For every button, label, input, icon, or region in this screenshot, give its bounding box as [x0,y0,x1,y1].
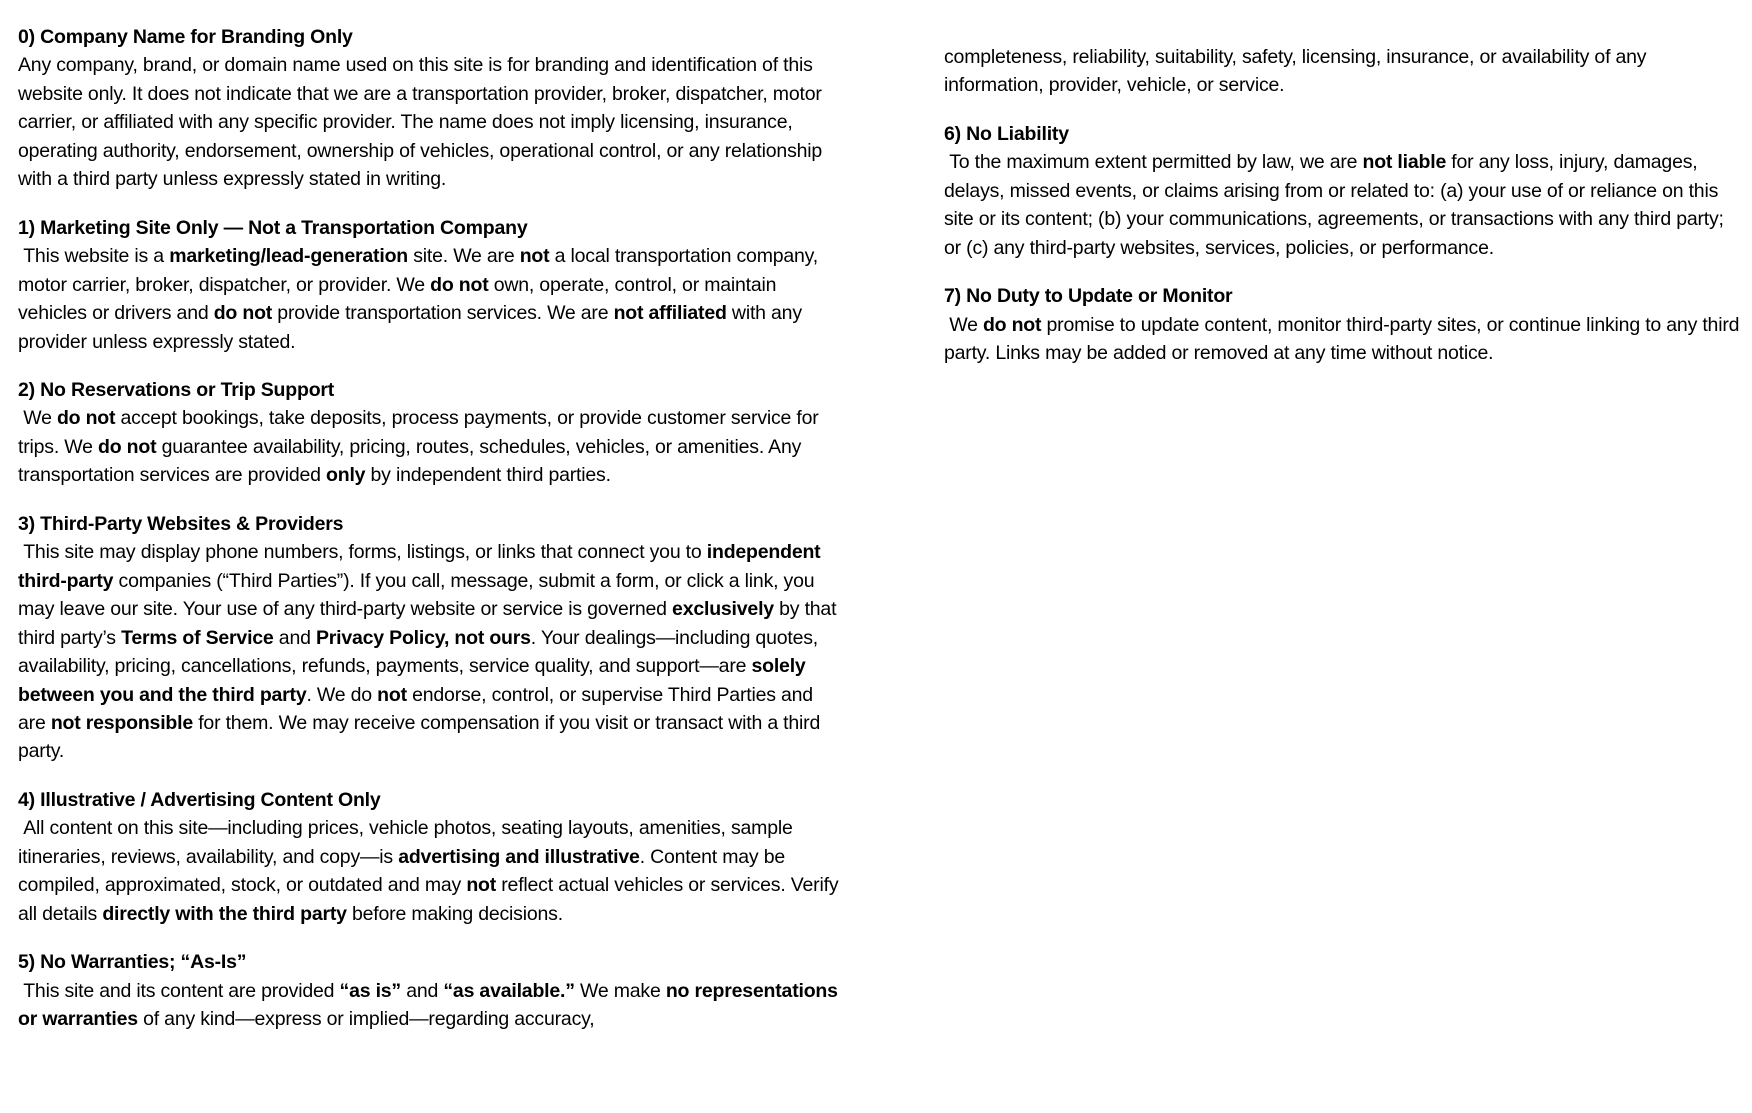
section-body: This site and its content are provided “as is” and “as available.” We make no representations or warranties of any kind—express or implied—regarding accuracy, [18,979,844,1031]
section-body-continuation: completeness, reliability, suitability, safety, licensing, insurance, or availability of any information, provider, vehicle, or service. [944,46,1652,97]
section-company-name-branding [18,23,840,194]
section-no-reservations [18,376,840,490]
section-heading: 4) Illustrative / Advertising Content Only [18,788,381,811]
section-heading: 6) No Liability [944,122,1069,145]
section-illustrative-content [18,786,844,928]
section-body: All content on this site—including prices, vehicle photos, seating layouts, amenities, sample itineraries, reviews, availability, and copy—is advertising and illustrative. Content may be compiled, approximated, stock, or outdated and may not reflect actual vehicles or services. Verify all details directly with the third party before making decisions. [18,817,844,925]
section-marketing-site-only [18,214,840,356]
section-heading: 7) No Duty to Update or Monitor [944,285,1233,308]
section-heading: 2) No Reservations or Trip Support [18,378,335,401]
section-no-warranties-continuation [944,43,1744,100]
section-no-liability [944,120,1744,262]
section-body: Any company, brand, or domain name used on this site is for branding and identification of this website only. It does not indicate that we are a transportation provider, broker, dispatcher, motor carrier, or affiliated with any specific provider. The name does not imply licensing, insurance, operating authority, endorsement, ownership of vehicles, operational control, or any relationship with a third party unless expressly stated in writing. [18,54,828,191]
section-body: To the maximum extent permitted by law, we are not liable for any loss, injury, damages, delays, missed events, or claims arising from or related to: (a) your use of or reliance on this site or its content; (b) your communications, agreements, or transactions with any third party; or (c) any third-party websites, services, policies, or performance. [944,151,1729,259]
section-body: We do not promise to update content, monitor third-party sites, or continue linking to any third party. Links may be added or removed at any time without notice. [944,313,1745,365]
column-left [18,23,844,1034]
section-no-duty-to-update [944,282,1744,367]
section-heading: 3) Third-Party Websites & Providers [18,512,344,535]
section-body: This site may display phone numbers, forms, listings, or links that connect you to independent third-party companies (“Third Parties”). If you call, message, submit a form, or click a link, you may leave our site. Your use of any third-party website or service is governed exclusively by that third party’s Terms of Service and Privacy Policy, not ours. Your dealings—including quotes, availability, pricing, cancellations, refunds, payments, service quality, and support—are solely between you and the third party. We do not endorse, control, or supervise Third Parties and are not responsible for them. We may receive compensation if you visit or transact with a third party. [18,541,842,763]
section-heading: 1) Marketing Site Only — Not a Transportation Company [18,216,528,239]
section-no-warranties [18,948,844,1033]
section-third-party-websites [18,510,840,766]
column-right [944,43,1744,368]
section-body: This website is a marketing/lead-generation site. We are not a local transportation company, motor carrier, broker, dispatcher, or provider. We do not own, operate, control, or maintain vehicles or drivers and do not provide transportation services. We are not affiliated with any provider unless expressly stated. [18,245,824,353]
section-body: We do not accept bookings, take deposits, process payments, or provide customer service for trips. We do not guarantee availability, pricing, routes, schedules, vehicles, or amenities. Any transportation services are provided only by independent third parties. [18,407,824,487]
section-heading: 0) Company Name for Branding Only [18,26,353,48]
section-heading: 5) No Warranties; “As-Is” [18,951,247,974]
